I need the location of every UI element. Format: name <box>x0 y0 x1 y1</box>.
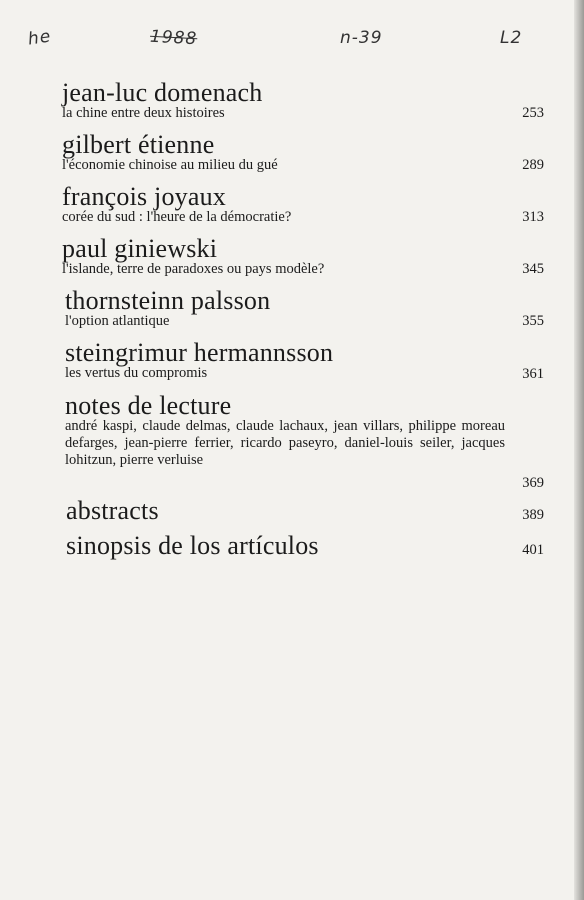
toc-entry <box>62 132 544 184</box>
entry-page-number: 313 <box>522 209 544 225</box>
entry-title: l'islande, terre de paradoxes ou pays modèle? <box>62 261 325 277</box>
entry-author: steingrimur hermannsson <box>65 338 334 367</box>
toc-entry <box>62 393 544 496</box>
entry-page-number: 253 <box>522 105 544 121</box>
entry-title: l'économie chinoise au milieu du gué <box>62 157 278 173</box>
page-edge-shadow <box>574 0 584 900</box>
toc-entry <box>62 80 544 132</box>
entry-author: gilbert étienne <box>62 130 215 159</box>
table-of-contents <box>62 80 544 568</box>
toc-entry <box>62 533 544 568</box>
entry-title: andré kaspi, claude delmas, claude lachaux, jean villars, philippe moreau defarges, jean-pierre ferrier, ricardo paseyro, daniel-louis seiler, jacques lohitzun, pierre verluise <box>65 418 505 468</box>
entry-page-number: 401 <box>522 542 544 558</box>
entry-page-number: 289 <box>522 157 544 173</box>
entry-author: thornsteinn palsson <box>65 286 271 315</box>
entry-title: les vertus du compromis <box>65 365 208 381</box>
handwritten-note: he <box>26 26 53 50</box>
entry-author: françois joyaux <box>62 182 227 211</box>
toc-entry <box>62 340 544 393</box>
toc-entry <box>62 236 544 288</box>
entry-page-number: 389 <box>522 507 544 523</box>
toc-entry <box>62 184 544 236</box>
toc-entry <box>62 498 544 533</box>
handwritten-year: 1988 <box>149 26 198 50</box>
entry-page-number: 369 <box>522 475 544 491</box>
entry-author: paul giniewski <box>62 234 218 263</box>
entry-title: corée du sud : l'heure de la démocratie? <box>62 209 292 225</box>
entry-title: l'option atlantique <box>65 313 170 329</box>
entry-page-number: 361 <box>522 366 544 382</box>
handwritten-code: L2 <box>500 28 523 48</box>
toc-entry <box>62 288 544 340</box>
entry-page-number: 345 <box>522 261 544 277</box>
entry-author: sinopsis de los artículos <box>66 531 319 560</box>
entry-title: la chine entre deux histoires <box>62 105 225 121</box>
entry-author: abstracts <box>66 496 159 525</box>
handwritten-issue-number: n-39 <box>340 28 383 48</box>
entry-page-number: 355 <box>522 313 544 329</box>
entry-author: notes de lecture <box>65 391 232 420</box>
entry-author: jean-luc domenach <box>62 78 263 107</box>
